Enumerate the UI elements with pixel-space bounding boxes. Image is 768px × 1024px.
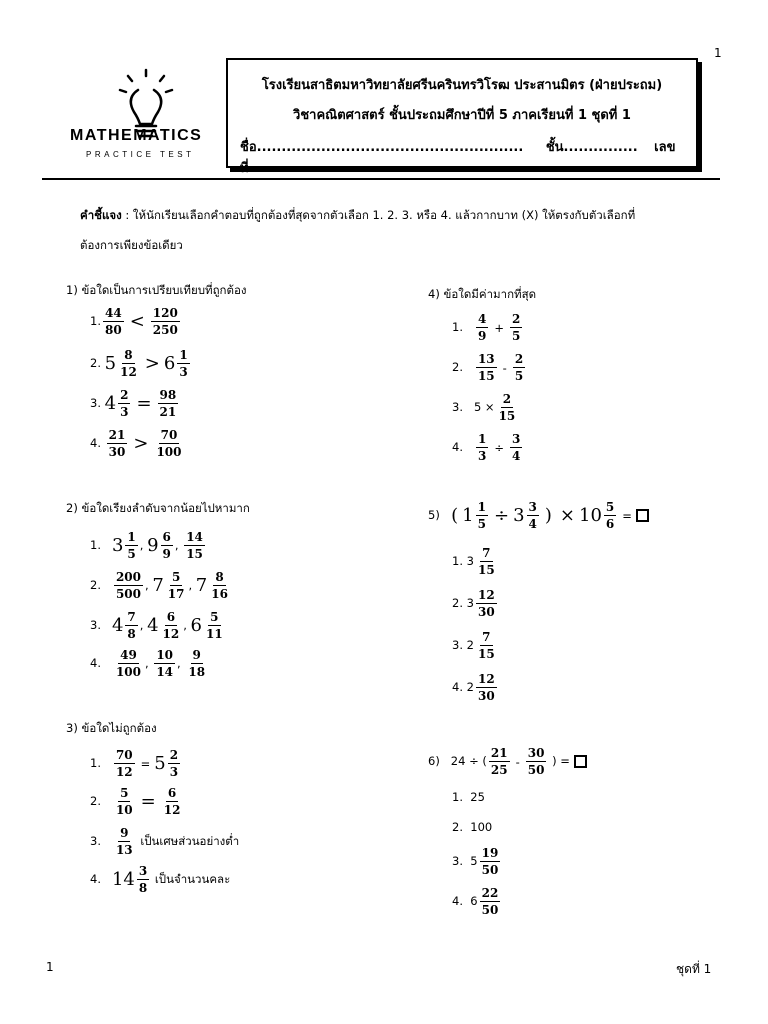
question-5: 5) ( 1 $\frac{1}{5}$ ÷ 3 $\frac{3}{4}$ ) × 10 $\frac{5}{6}$ = <box>428 500 649 531</box>
header-box <box>226 58 698 176</box>
q6-option-1[interactable]: 1. 25 <box>452 790 485 804</box>
set-label: ชุดที่ 1 <box>676 962 712 976</box>
question-2-title: 2) ข้อใดเรียงลำดับจากน้อยไปหามาก <box>66 501 250 515</box>
q2-option-4[interactable]: 4. $\frac{49}{100}$ , $\frac{10}{14}$ , $\frac{9}{18}$ <box>90 648 206 679</box>
divider <box>42 178 720 180</box>
subject-line: วิชาคณิตศาสตร์ ชั้นประถมศึกษาปีที่ 5 ภาคเรียนที่ 1 ชุดที่ 1 <box>293 108 631 123</box>
question-3-title: 3) ข้อใดไม่ถูกต้อง <box>66 721 157 735</box>
q3-option-1[interactable]: 1. $\frac{70}{12}$ = 5 $\frac{2}{3}$ <box>90 748 179 779</box>
logo-subtitle: PRACTICE TEST <box>86 150 195 159</box>
q4-option-3[interactable]: 3. 5 × $\frac{2}{15}$ <box>452 392 516 423</box>
question-4-title: 4) ข้อใดมีค่ามากที่สุด <box>428 287 537 301</box>
class-field[interactable]: ชั้น............... <box>545 140 638 155</box>
answer-box-icon <box>574 755 587 768</box>
q6-option-2[interactable]: 2. 100 <box>452 820 493 834</box>
q5-option-2[interactable]: 2. 3 $\frac{12}{30}$ <box>452 588 495 619</box>
answer-box-icon <box>636 509 649 522</box>
question-1-title: 1) ข้อใดเป็นการเปรียบเทียบที่ถูกต้อง <box>66 283 247 297</box>
q3-option-2[interactable]: 2. $\frac{5}{10}$ = $\frac{6}{12}$ <box>90 786 181 817</box>
q3-option-3[interactable]: 3. $\frac{9}{13}$ เป็นเศษส่วนอย่างต่ำ <box>90 826 240 857</box>
q2-option-1[interactable]: 1. 3 $\frac{1}{5}$ , 9 $\frac{6}{9}$ , $\frac{14}{15}$ <box>90 530 203 561</box>
q3-option-4[interactable]: 4. 14 $\frac{3}{8}$ เป็นจำนวนคละ <box>90 864 231 895</box>
q5-option-1[interactable]: 1. 3 $\frac{7}{15}$ <box>452 546 495 577</box>
q1-option-3[interactable]: 3. 4 $\frac{2}{3}$ = $\frac{98}{21}$ <box>90 388 177 419</box>
name-field[interactable]: ชื่อ...................................................... <box>240 140 524 155</box>
instructions-text-2: ต้องการเพียงข้อเดียว <box>80 238 183 252</box>
number-field[interactable]: เลขที่.................... <box>240 140 676 176</box>
q1-option-1[interactable]: 1. $\frac{44}{80}$ < $\frac{120}{250}$ <box>90 306 178 337</box>
page-number-top: 1 <box>714 46 722 60</box>
q4-option-4[interactable]: 4. $\frac{1}{3}$ ÷ $\frac{3}{4}$ <box>452 432 521 463</box>
q1-option-4[interactable]: 4. $\frac{21}{30}$ > $\frac{70}{100}$ <box>90 428 182 459</box>
lightbulb-logo-icon <box>70 60 220 160</box>
logo-title: MATHEMATICS <box>70 127 203 144</box>
q6-option-3[interactable]: 3. 5 $\frac{19}{50}$ <box>452 846 499 877</box>
q6-option-4[interactable]: 4. 6 $\frac{22}{50}$ <box>452 886 499 917</box>
instructions-label: คำชี้แจง <box>80 208 122 222</box>
q5-option-4[interactable]: 4. 2 $\frac{12}{30}$ <box>452 672 495 703</box>
instructions-text: : ให้นักเรียนเลือกคำตอบที่ถูกต้องที่สุดจากตัวเลือก 1. 2. 3. หรือ 4. แล้วกากบาท (X) ให้ตรงกับตัวเลือกที่ <box>121 208 636 222</box>
question-6: 6) 24 ÷ ( $\frac{21}{25}$ - $\frac{30}{50}$ ) = <box>428 746 587 777</box>
student-info-line <box>240 136 684 178</box>
q4-option-1[interactable]: 1. $\frac{4}{9}$ + $\frac{2}{5}$ <box>452 312 521 343</box>
q2-option-3[interactable]: 3. 4 $\frac{7}{8}$ , 4 $\frac{6}{12}$ , 6 $\frac{5}{11}$ <box>90 610 223 641</box>
q2-option-2[interactable]: 2. $\frac{200}{500}$ , 7 $\frac{5}{17}$ , 7 $\frac{8}{16}$ <box>90 570 228 601</box>
q5-option-3[interactable]: 3. 2 $\frac{7}{15}$ <box>452 630 495 661</box>
q4-option-2[interactable]: 2. $\frac{13}{15}$ - $\frac{2}{5}$ <box>452 352 524 383</box>
school-name: โรงเรียนสาธิตมหาวิทยาลัยศรีนครินทรวิโรฒ ประสานมิตร (ฝ่ายประถม) <box>261 78 663 93</box>
q1-option-2[interactable]: 2. 5 $\frac{8}{12}$ > 6 $\frac{1}{3}$ <box>90 348 188 379</box>
page-number-bottom: 1 <box>46 960 54 974</box>
instructions <box>80 200 720 260</box>
